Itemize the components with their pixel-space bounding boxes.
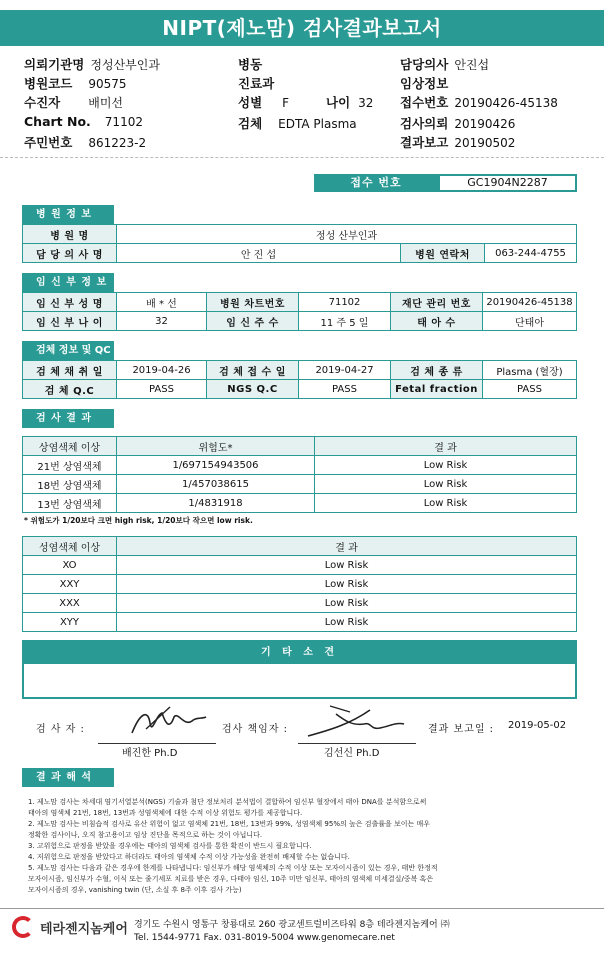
header-request-date: 검사의뢰 20190426 — [400, 116, 516, 131]
table-row — [23, 475, 577, 494]
table-row — [23, 594, 577, 613]
other-findings-heading: 기 타 소 견 — [24, 642, 575, 664]
sex-chromosome-name: XYY — [23, 613, 117, 632]
patient-name-value: 배 * 선 — [117, 293, 207, 312]
company-address: 경기도 수원시 영통구 창룡대로 260 광교센트럴비즈타워 8층 테라젠지놈케어 ㈜ — [134, 920, 450, 930]
specimen-type-label: 검 체 종 류 — [391, 361, 483, 380]
section-specimen-info: 검체 정보 및 QC — [22, 341, 114, 360]
chart-no-value: 71102 — [299, 293, 391, 312]
other-findings-content — [24, 664, 575, 676]
g-logo-icon — [12, 916, 34, 938]
interpretation-line: 태아의 염색체 21번, 18번, 13번과 성염색체에 대한 수적 이상 위험도 평가를 제공합니다. — [28, 809, 303, 817]
result-value: Low Risk — [117, 575, 577, 594]
mgmt-no-label: 재단 관리 번호 — [391, 293, 483, 312]
hospital-phone-value: 063-244-4755 — [485, 244, 577, 263]
section-interpretation: 결 과 해 석 — [22, 768, 114, 787]
tester-signature-icon — [126, 703, 210, 743]
risk-col-header: 위험도* — [117, 437, 315, 456]
receive-date-value: 2019-04-27 — [299, 361, 391, 380]
report-date-label: 결과 보고일 : — [428, 724, 495, 735]
ngs-qc-value: PASS — [299, 380, 391, 399]
autosome-results-table — [22, 436, 577, 513]
gest-weeks-value: 11 주 5 일 — [299, 312, 391, 331]
interpretation-line: 1. 제노맘 검사는 차세대 염기서열분석(NGS) 기술과 첨단 정보처리 분석법이 결합하여 임신부 혈장에서 태아 DNA를 분석함으로써 — [28, 798, 427, 806]
table-row — [23, 613, 577, 632]
manager-signature-icon — [300, 700, 410, 742]
result-value: Low Risk — [315, 456, 577, 475]
specimen-qc-label: 검 체 Q.C — [23, 380, 117, 399]
interpretation-line: 모자이시즘, 임신부가 수혈, 이식 또는 줄기세포 치료를 받은 경우, 다태아 임신, 10주 미만 임신부, 태아의 염색체 미세결실/중복 혹은 — [28, 875, 434, 883]
header-sex: 성별 F — [238, 95, 290, 110]
table-row — [23, 456, 577, 475]
table-row — [23, 556, 577, 575]
manager-label: 검사 책임자 : — [222, 724, 289, 735]
section-hospital-info: 병 원 정 보 — [22, 205, 114, 224]
header-resident-no: 주민번호 861223-2 — [24, 135, 147, 150]
header-doctor: 담당의사 안진섭 — [400, 57, 490, 72]
autosome-col-header: 상염색체 이상 — [23, 437, 117, 456]
header-ward: 병동 — [238, 57, 263, 72]
risk-value: 1/4831918 — [117, 494, 315, 513]
collect-date-value: 2019-04-26 — [117, 361, 207, 380]
autosome-name: 13번 상염색체 — [23, 494, 117, 513]
autosome-name: 18번 상염색체 — [23, 475, 117, 494]
specimen-type-value: Plasma (혈장) — [483, 361, 577, 380]
header-specimen: 검체 EDTA Plasma — [238, 116, 357, 131]
hospital-phone-label: 병원 연락처 — [401, 244, 485, 263]
header-report-date: 결과보고 20190502 — [400, 135, 516, 150]
section-results: 검 사 결 과 — [22, 409, 114, 428]
risk-value: 1/457038615 — [117, 475, 315, 494]
table-row — [23, 494, 577, 513]
result-value: Low Risk — [117, 556, 577, 575]
fetus-count-value: 단태아 — [483, 312, 577, 331]
sex-chromosome-name: XO — [23, 556, 117, 575]
receipt-label: 접수 번호 — [314, 174, 438, 192]
patient-age-label: 임 신 부 나 이 — [23, 312, 117, 331]
interpretation-text — [28, 797, 578, 896]
header-age: 나이 32 — [326, 95, 374, 110]
fetal-fraction-label: Fetal fraction — [391, 380, 483, 399]
report-date-value: 2019-05-02 — [508, 720, 567, 731]
specimen-info-table — [22, 360, 577, 399]
sex-chromosome-col-header: 성염색체 이상 — [23, 537, 117, 556]
result-value: Low Risk — [315, 494, 577, 513]
receive-date-label: 검 체 접 수 일 — [207, 361, 299, 380]
company-logo — [12, 916, 128, 938]
sex-chromosome-results-table — [22, 536, 577, 632]
sex-result-col-header: 결 과 — [117, 537, 577, 556]
risk-value: 1/697154943506 — [117, 456, 315, 475]
company-contact: Tel. 1544-9771 Fax. 031-8019-5004 www.genomecare.net — [134, 933, 395, 943]
risk-footnote: * 위험도가 1/20보다 크면 high risk, 1/20보다 작으면 low risk. — [24, 516, 253, 525]
interpretation-line: 정확한 검사이나, 오직 참고용이고 임상 진단을 목적으로 하는 것이 아닙니다. — [28, 831, 263, 839]
header-divider — [0, 157, 604, 158]
autosome-name: 21번 상염색체 — [23, 456, 117, 475]
hospital-info-table — [22, 224, 577, 263]
report-title: NIPT(제노맘) 검사결과보고서 — [0, 10, 604, 46]
header-receipt-no: 접수번호 20190426-45138 — [400, 95, 558, 110]
header-chart-no: Chart No. 71102 — [24, 114, 143, 129]
fetal-fraction-value: PASS — [483, 380, 577, 399]
chart-no-label: 병원 차트번호 — [207, 293, 299, 312]
gest-weeks-label: 임 신 주 수 — [207, 312, 299, 331]
hospital-name-label: 병 원 명 — [23, 225, 117, 244]
interpretation-line: 3. 고위험으로 판정을 받았을 경우에는 태아의 염색체 검사를 통한 확진이 반드시 필요합니다. — [28, 842, 312, 850]
sex-chromosome-name: XXY — [23, 575, 117, 594]
interpretation-line: 2. 제노맘 검사는 비침습적 검사로 유산 위험이 없고 염색체 21번, 18번, 13번과 99%, 성염색체 95%의 높은 검출률을 보이는 매우 — [28, 820, 431, 828]
interpretation-line: 모자이시즘의 경우, vanishing twin (단, 소실 후 8주 이후 검사 가능) — [28, 886, 242, 894]
specimen-qc-value: PASS — [117, 380, 207, 399]
receipt-value: GC1904N2287 — [438, 174, 577, 192]
hospital-name-value: 정성 산부인과 — [117, 225, 577, 244]
table-row — [23, 575, 577, 594]
interpretation-line: 4. 저위험으로 판정을 받았다고 하더라도 태아의 염색체 수적 이상 가능성을 완전히 배제할 수는 없습니다. — [28, 853, 350, 861]
patient-name-label: 임 신 부 성 명 — [23, 293, 117, 312]
header-hospital-code: 병원코드 90575 — [24, 76, 127, 91]
patient-age-value: 32 — [117, 312, 207, 331]
fetus-count-label: 태 아 수 — [391, 312, 483, 331]
ngs-qc-label: NGS Q.C — [207, 380, 299, 399]
collect-date-label: 검 체 채 취 일 — [23, 361, 117, 380]
tester-label: 검 사 자 : — [36, 724, 85, 735]
doctor-name-value: 안 진 섭 — [117, 244, 401, 263]
result-value: Low Risk — [117, 594, 577, 613]
footer-divider — [0, 908, 604, 909]
section-patient-info: 임 신 부 정 보 — [22, 273, 114, 292]
doctor-name-label: 담 당 의 사 명 — [23, 244, 117, 263]
header-institution: 의뢰기관명 정성산부인과 — [24, 57, 160, 72]
patient-info-table — [22, 292, 577, 331]
result-value: Low Risk — [315, 475, 577, 494]
tester-name: 배진한 Ph.D — [122, 748, 178, 759]
sex-chromosome-name: XXX — [23, 594, 117, 613]
header-clinical-info: 임상정보 — [400, 76, 449, 91]
manager-name: 김선신 Ph.D — [324, 748, 380, 759]
result-value: Low Risk — [117, 613, 577, 632]
company-name: 테라젠지놈케어 — [40, 921, 128, 937]
mgmt-no-value: 20190426-45138 — [483, 293, 577, 312]
header-patient: 수진자 배미선 — [24, 95, 124, 110]
header-dept: 진료과 — [238, 76, 275, 91]
interpretation-line: 5. 제노맘 검사는 다음과 같은 경우에 한계를 나타냅니다: 임신부가 해당 염색체의 수적 이상 또는 모자이시즘이 있는 경우, 태반 한정적 — [28, 864, 438, 872]
result-col-header: 결 과 — [315, 437, 577, 456]
other-findings-box — [22, 640, 577, 699]
